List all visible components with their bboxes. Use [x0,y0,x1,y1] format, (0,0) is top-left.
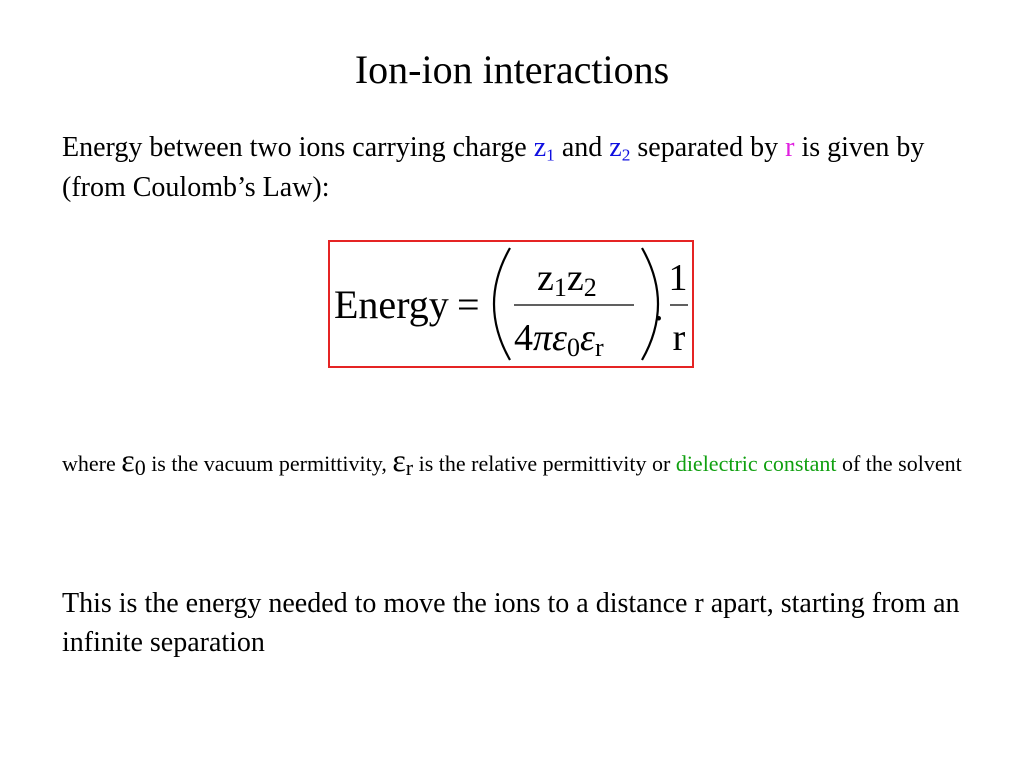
charge-z2: $z_2$ [609,132,631,165]
definition-paragraph [62,442,972,486]
coulomb-formula [330,242,692,366]
definition-text-1: is the vacuum permittivity, [145,451,393,476]
conclusion-paragraph: This is the energy needed to move the ions to a distance r apart, starting from an infinite separation [62,588,960,658]
formula-numerator: z1z2 [537,257,597,302]
intro-text-4: is given by (from Coulomb’s Law): [62,132,925,203]
formula-energy: Energy [334,282,449,327]
dielectric-constant-term: dielectric constant [675,451,837,476]
definition-text-2: is the relative permittivity or [413,451,676,476]
formula-equals: = [457,282,480,327]
slide-title: Ion-ion interactions [354,47,670,92]
distance-r: r [785,132,795,163]
formula-one: 1 [668,257,688,299]
formula-dot: . [654,287,664,329]
intro-text-3: separated by [630,132,786,163]
intro-text-2: and [554,132,610,163]
left-parenthesis [494,248,510,360]
epsilon-r: εr [392,442,414,480]
formula-denominator: 4πε0εr [514,317,604,362]
intro-paragraph [62,128,972,208]
coulomb-formula-box [328,240,694,368]
definition-text-3: of the solvent [836,451,962,476]
intro-text-1: Energy between two ions carrying charge [62,132,534,163]
epsilon-zero: ε0 [121,442,146,480]
definition-where: where [62,451,122,476]
formula-r: r [672,317,686,359]
charge-z1: $z_1$ [533,132,555,165]
